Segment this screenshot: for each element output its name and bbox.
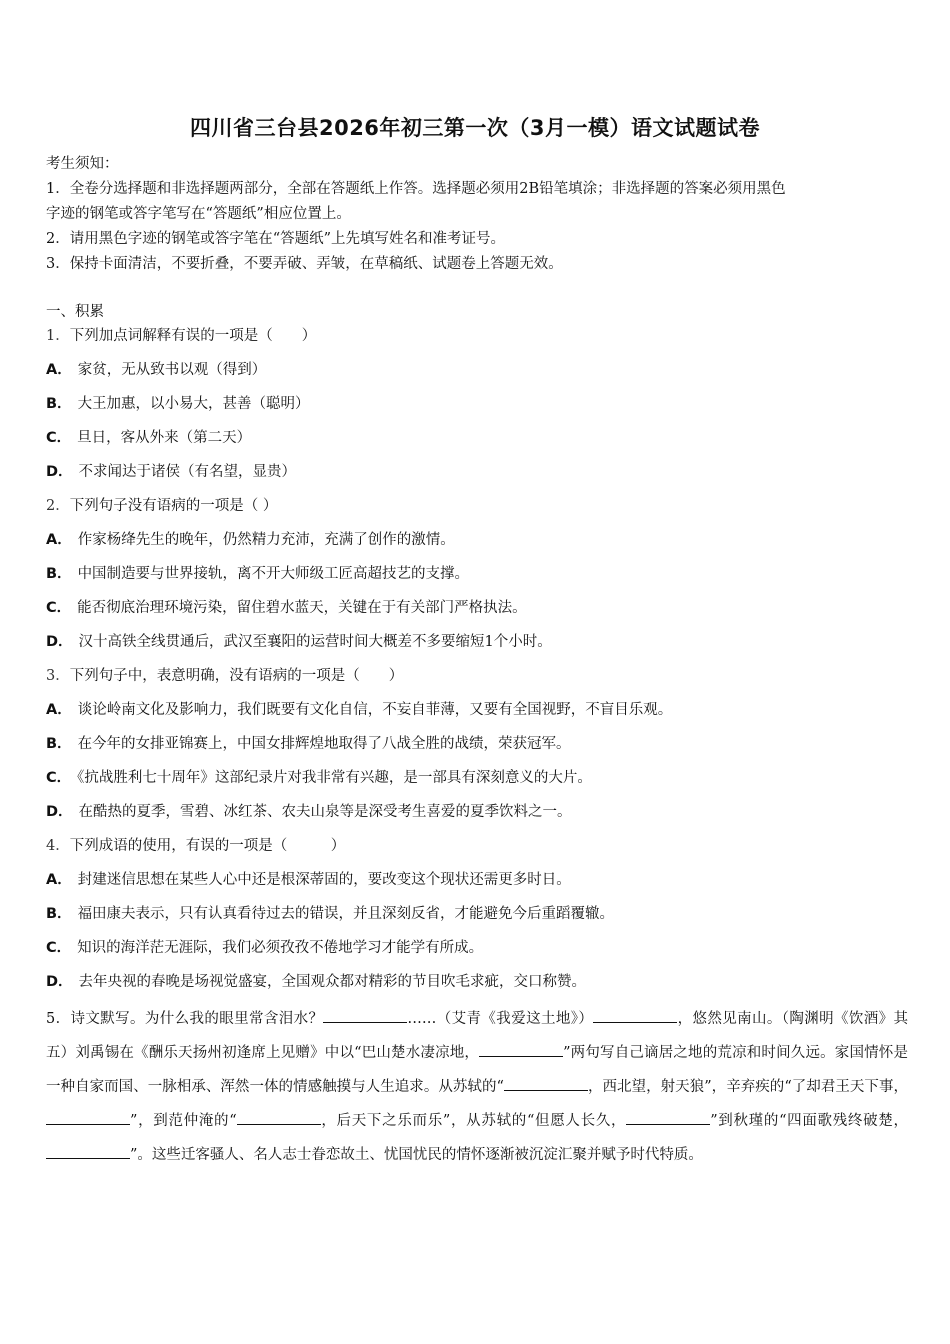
option-text: 福田康夫表示，只有认真看待过去的错误，并且深刻反省，才能避免今后重蹈覆辙。 <box>77 906 615 922</box>
notice-line: 1．全卷分选择题和非选择题两部分，全部在答题纸上作答。选择题必须用2B铅笔填涂；非选择题的答案必须用黑色 <box>46 181 786 197</box>
question-number: 5． <box>46 1011 71 1027</box>
question-text: 下列成语的使用，有误的一项是（ ） <box>69 838 346 854</box>
option-text: 旦日，客从外来（第二天） <box>77 430 252 446</box>
option-letter: D． <box>46 634 73 650</box>
option-letter: D． <box>46 464 73 480</box>
notice-heading: 考生须知： <box>46 156 119 172</box>
option-letter: D． <box>46 974 73 990</box>
answer-blank[interactable] <box>479 1040 563 1057</box>
option-letter: C． <box>46 430 72 446</box>
option-letter: C． <box>46 940 72 956</box>
question-stem <box>46 492 908 526</box>
question-number: 3． <box>46 668 70 684</box>
option-letter: A． <box>46 702 72 718</box>
answer-option <box>46 764 908 798</box>
candidate-notice <box>46 152 908 277</box>
option-text: 能否彻底治理环境污染，留住碧水蓝天，关键在于有关部门严格执法。 <box>77 600 527 616</box>
option-letter: A． <box>46 362 72 378</box>
answer-option <box>46 356 908 390</box>
question-stem <box>46 662 908 696</box>
section-heading: 一、积累 <box>46 304 104 320</box>
notice-line: 2．请用黑色字迹的钢笔或答字笔在“答题纸”上先填写姓名和准考证号。 <box>46 231 506 247</box>
option-text: 去年央视的春晚是场视觉盛宴，全国观众都对精彩的节目吹毛求疵，交口称赞。 <box>78 974 587 990</box>
question-text: ”到秋瑾的“四面歌残终破楚， <box>710 1113 909 1129</box>
option-letter: A． <box>46 532 72 548</box>
answer-blank[interactable] <box>237 1108 321 1125</box>
answer-option <box>46 390 908 424</box>
fill-in-question <box>46 1002 908 1172</box>
question-text: 下列加点词解释有误的一项是（ ） <box>69 328 317 344</box>
option-letter: C． <box>46 770 72 786</box>
option-text: 作家杨绛先生的晚年，仍然精力充沛，充满了创作的激情。 <box>77 532 455 548</box>
answer-blank[interactable] <box>323 1006 407 1023</box>
answer-option <box>46 730 908 764</box>
answer-option <box>46 968 908 1002</box>
question-number: 1． <box>46 328 70 344</box>
answer-blank[interactable] <box>504 1074 588 1091</box>
option-letter: B． <box>46 566 72 582</box>
answer-option <box>46 526 908 560</box>
answer-option <box>46 560 908 594</box>
question-text: ，西北望，射天狼”，辛弃疾的“了却君王天下事， <box>587 1079 908 1095</box>
option-text: 在酷热的夏季，雪碧、冰红茶、农夫山泉等是深受考生喜爱的夏季饮料之一。 <box>78 804 572 820</box>
answer-option <box>46 934 908 968</box>
option-text: 知识的海洋茫无涯际，我们必须孜孜不倦地学习才能学有所成。 <box>77 940 484 956</box>
question-text: ”。这些迁客骚人、名人志士眷恋故土、忧国忧民的情怀逐渐被沉淀汇聚并赋予时代特质。 <box>130 1147 703 1163</box>
answer-option <box>46 798 908 832</box>
option-text: 封建迷信思想在某些人心中还是根深蒂固的，要改变这个现状还需更多时日。 <box>77 872 571 888</box>
answer-option <box>46 458 908 492</box>
option-letter: B． <box>46 736 72 752</box>
option-letter: C． <box>46 600 72 616</box>
option-letter: B． <box>46 396 72 412</box>
answer-blank[interactable] <box>593 1006 677 1023</box>
answer-option <box>46 696 908 730</box>
option-text: 谈论岭南文化及影响力，我们既要有文化自信，不妄自菲薄，又要有全国视野，不盲目乐观。 <box>77 702 673 718</box>
option-text: 在今年的女排亚锦赛上，中国女排辉煌地取得了八战全胜的战绩，荣获冠军。 <box>77 736 571 752</box>
option-letter: D． <box>46 804 73 820</box>
option-letter: A． <box>46 872 72 888</box>
option-text: 大王加惠，以小易大，甚善（聪明） <box>77 396 310 412</box>
question-text: ，后天下之乐而乐”，从苏轼的“但愿人长久， <box>320 1113 627 1129</box>
answer-blank[interactable] <box>46 1108 130 1125</box>
option-text: 不求闻达于诸侯（有名望，显贵） <box>78 464 297 480</box>
notice-line: 3．保持卡面清洁，不要折叠，不要弄破、弄皱，在草稿纸、试题卷上答题无效。 <box>46 256 563 272</box>
answer-option <box>46 628 908 662</box>
page-title: 四川省三台县2026年初三第一次（3月一模）语文试题试卷 <box>189 116 761 140</box>
answer-option <box>46 424 908 458</box>
question-text: ……（艾青《我爱这土地》） <box>407 1011 594 1027</box>
option-text: 中国制造要与世界接轨，离不开大师级工匠高超技艺的支撑。 <box>77 566 470 582</box>
question-stem <box>46 322 908 356</box>
option-text: 家贫，无从致书以观（得到） <box>77 362 267 378</box>
question-text: 下列句子中，表意明确，没有语病的一项是（ ） <box>69 668 404 684</box>
question-text: ”两句写自己谪居之地的荒凉和时间久远。家国情怀是一种自家而国、一脉相承、浑然一体的情感触摸与人生追求。从苏轼的“ <box>46 1045 908 1095</box>
answer-blank[interactable] <box>46 1142 130 1159</box>
question-text: 下列句子没有语病的一项是（ ） <box>69 498 278 514</box>
question-text: ，悠然见南山。（陶渊明《饮酒》其五）刘禹锡在《酬乐天扬州初逢席上见赠》中以“巴山楚水凄凉地， <box>46 1011 909 1061</box>
question-number: 2． <box>46 498 70 514</box>
option-text: 汉十高铁全线贯通后，武汉至襄阳的运营时间大概差不多要缩短1个小时。 <box>78 634 552 650</box>
question-text: ”，到范仲淹的“ <box>130 1113 237 1129</box>
answer-option <box>46 594 908 628</box>
option-letter: B． <box>46 906 72 922</box>
option-text: 《抗战胜利七十周年》这部纪录片对我非常有兴趣，是一部具有深刻意义的大片。 <box>77 770 592 786</box>
answer-option <box>46 866 908 900</box>
question-list <box>46 322 908 1172</box>
notice-line: 字迹的钢笔或答字笔写在“答题纸”相应位置上。 <box>46 206 351 222</box>
question-text: 诗文默写。为什么我的眼里常含泪水？ <box>70 1011 324 1027</box>
question-number: 4． <box>46 838 70 854</box>
answer-option <box>46 900 908 934</box>
answer-blank[interactable] <box>626 1108 710 1125</box>
question-stem <box>46 832 908 866</box>
